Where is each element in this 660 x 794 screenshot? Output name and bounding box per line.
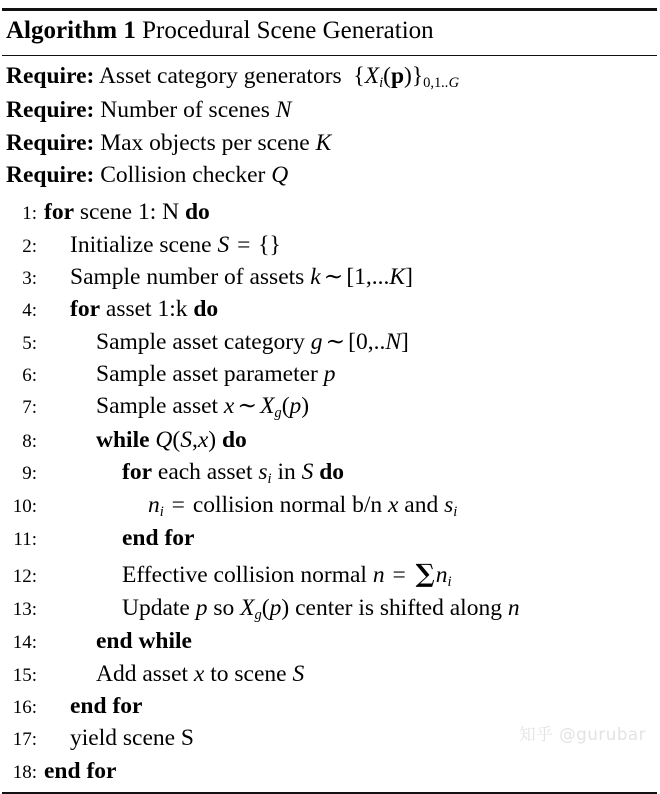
algorithm-number-label: Algorithm 1 bbox=[6, 17, 136, 44]
line-content: for scene 1: N do bbox=[44, 199, 210, 226]
line-number: 4: bbox=[22, 300, 37, 322]
require-math-K: K bbox=[315, 129, 332, 156]
line-number: 11: bbox=[13, 529, 37, 551]
algorithm-title-text: Procedural Scene Generation bbox=[142, 17, 434, 44]
line-number: 16: bbox=[12, 697, 37, 719]
require-math-generators: $\{X_i(p)\}0,1_{..G}$ bbox=[353, 63, 460, 92]
require-line-4 bbox=[6, 160, 660, 193]
require-math-N: N bbox=[275, 96, 292, 123]
line-content: Sample asset x ∼ $X_g(p)$ bbox=[96, 393, 310, 422]
require-math-Q: Q bbox=[271, 162, 289, 189]
line-number: 17: bbox=[12, 729, 37, 751]
watermark-text: 知乎 @gurubar bbox=[519, 725, 646, 744]
line-content: end while bbox=[96, 628, 192, 655]
require-text: Number of scenes bbox=[100, 96, 270, 123]
line-content: while Q(S,x) do bbox=[96, 426, 247, 453]
require-keyword: Require: bbox=[6, 63, 95, 89]
algorithm-line-7 bbox=[0, 391, 660, 424]
line-content: yield scene S bbox=[70, 725, 194, 752]
algorithm-line-11 bbox=[0, 523, 660, 555]
line-content: end for bbox=[122, 525, 195, 552]
algorithm-title bbox=[0, 11, 660, 52]
require-keyword: Require: bbox=[6, 162, 95, 189]
line-content: for each asset $s_i$ in S do bbox=[122, 458, 345, 487]
algorithm-line-15 bbox=[0, 659, 660, 691]
line-number: 12: bbox=[12, 565, 37, 587]
line-number: 14: bbox=[12, 632, 37, 654]
algorithm-line-5 bbox=[0, 327, 660, 359]
line-number: 5: bbox=[22, 332, 37, 354]
line-number: 10: bbox=[12, 496, 37, 518]
require-keyword: Require: bbox=[6, 129, 95, 156]
algorithm-line-3 bbox=[0, 262, 660, 294]
line-number: 3: bbox=[22, 267, 37, 289]
algorithm-line-8 bbox=[0, 425, 660, 457]
require-text: Max objects per scene bbox=[100, 129, 310, 156]
line-content: Initialize scene S = {} bbox=[70, 231, 281, 258]
require-text: Asset category generators bbox=[98, 63, 342, 89]
line-number: 2: bbox=[22, 235, 37, 257]
line-content: $n_i$ = collision normal b/n x and $s_i$ bbox=[148, 492, 458, 521]
line-content: Effective collision normal $n = \sum n_i$ bbox=[122, 557, 452, 590]
algorithm-line-13 bbox=[0, 593, 660, 626]
require-list bbox=[0, 56, 660, 195]
line-content: Sample number of assets k ∼ [1,...K] bbox=[70, 263, 413, 290]
line-number: 13: bbox=[12, 599, 37, 621]
line-content: end for bbox=[70, 693, 143, 720]
algorithm-line-10 bbox=[0, 490, 660, 523]
algorithm-line-4 bbox=[0, 294, 660, 326]
require-line-2 bbox=[6, 95, 660, 128]
line-content: end for bbox=[44, 757, 117, 784]
algorithm-line-9 bbox=[0, 457, 660, 490]
line-number: 9: bbox=[22, 462, 37, 484]
require-keyword: Require: bbox=[6, 96, 95, 123]
require-line-3 bbox=[6, 128, 660, 161]
algorithm-line-14 bbox=[0, 626, 660, 658]
algorithm-line-2 bbox=[0, 230, 660, 262]
line-content: for asset 1:k do bbox=[70, 296, 219, 323]
line-number: 18: bbox=[12, 761, 37, 783]
algorithm-line-1 bbox=[0, 197, 660, 229]
line-content: Update p so $X_g(p)$ center is shifted along n bbox=[122, 595, 520, 624]
line-number: 8: bbox=[22, 430, 37, 452]
line-number: 1: bbox=[22, 203, 37, 225]
algorithm-steps bbox=[0, 195, 660, 788]
algorithm-block bbox=[0, 8, 660, 784]
line-content: Sample asset parameter p bbox=[96, 360, 336, 387]
algorithm-line-6 bbox=[0, 359, 660, 391]
line-content: Add asset x to scene S bbox=[96, 660, 305, 687]
line-number: 6: bbox=[22, 364, 37, 386]
line-content: Sample asset category g ∼ [0,..N] bbox=[96, 328, 409, 355]
line-number: 15: bbox=[12, 664, 37, 686]
algorithm-line-12 bbox=[0, 556, 660, 593]
require-line-1 bbox=[6, 61, 660, 95]
line-number: 7: bbox=[22, 397, 37, 419]
require-text: Collision checker bbox=[100, 162, 266, 189]
algorithm-line-16 bbox=[0, 691, 660, 723]
